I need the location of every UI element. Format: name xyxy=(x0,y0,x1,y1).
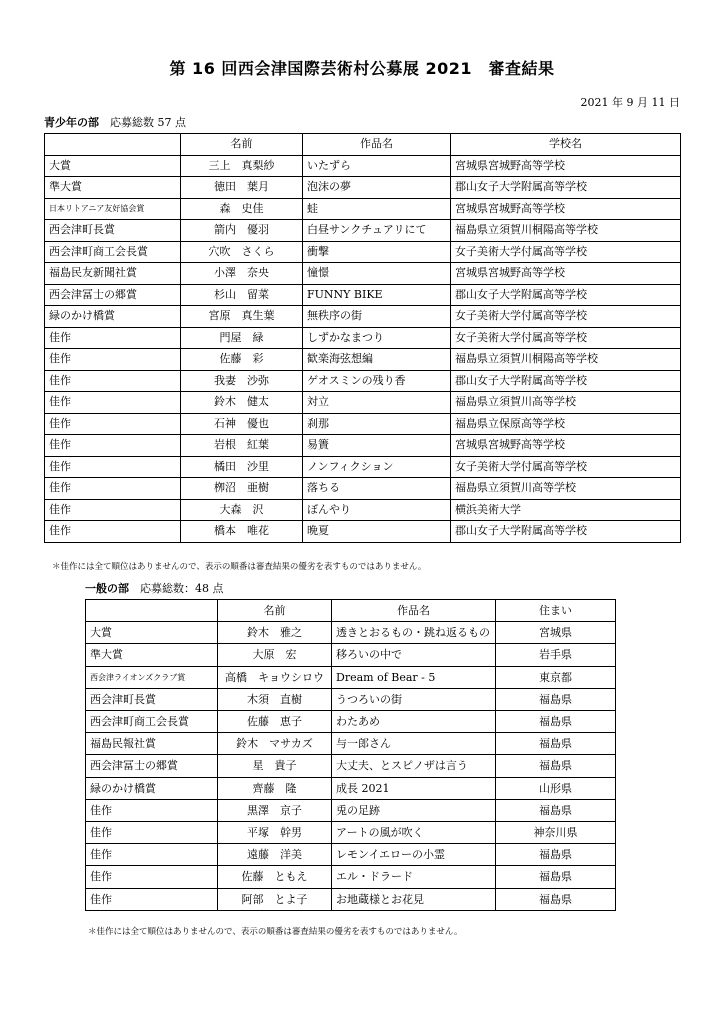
award-cell: 緑のかけ橋賞 xyxy=(86,777,218,799)
location-cell: 郡山女子大学附属高等学校 xyxy=(451,177,681,199)
location-cell: 福島県 xyxy=(496,733,616,755)
table-row xyxy=(45,155,681,177)
title-cell: 歓楽海弦想編 xyxy=(303,349,451,371)
page-title: 第 16 回西会津国際芸術村公募展 2021 審査結果 xyxy=(169,59,555,78)
name-cell: 橋本 唯花 xyxy=(181,521,303,543)
header-cell: 学校名 xyxy=(451,134,681,156)
award-cell: 福島民友新聞社賞 xyxy=(45,263,181,285)
name-cell: 小澤 奈央 xyxy=(181,263,303,285)
title-cell: Dream of Bear - 5 xyxy=(332,666,496,688)
title-cell: お地蔵様とお花見 xyxy=(332,888,496,910)
award-cell: 佳作 xyxy=(86,799,218,821)
name-cell: 星 貴子 xyxy=(218,755,332,777)
table-row xyxy=(45,435,681,457)
name-cell: 穴吹 さくら xyxy=(181,241,303,263)
header-cell xyxy=(86,600,218,622)
title-cell: いたずら xyxy=(303,155,451,177)
youth-note: ＊佳作には全て順位はありませんので、表示の順番は審査結果の優劣を表すものではありません。 xyxy=(52,562,427,572)
award-cell: 福島民報社賞 xyxy=(86,733,218,755)
table-row xyxy=(86,688,616,710)
general-entry-count: 応募総数：48 点 xyxy=(140,582,224,595)
table-row xyxy=(45,220,681,242)
table-row xyxy=(86,755,616,777)
award-cell: 佳作 xyxy=(45,392,181,414)
name-cell: 木須 直樹 xyxy=(218,688,332,710)
table-header-row xyxy=(45,134,681,156)
location-cell: 宮城県宮城野高等学校 xyxy=(451,435,681,457)
title-cell: 衝撃 xyxy=(303,241,451,263)
name-cell: 徳田 葉月 xyxy=(181,177,303,199)
table-row xyxy=(45,392,681,414)
title-cell: 泡沫の夢 xyxy=(303,177,451,199)
table-row xyxy=(86,622,616,644)
location-cell: 福島県立須賀川高等学校 xyxy=(451,392,681,414)
name-cell: 平塚 幹男 xyxy=(218,822,332,844)
location-cell: 岩手県 xyxy=(496,644,616,666)
location-cell: 福島県 xyxy=(496,866,616,888)
award-cell: 佳作 xyxy=(45,349,181,371)
award-cell: 日本リトアニア友好協会賞 xyxy=(45,198,181,220)
title-cell: 憧憬 xyxy=(303,263,451,285)
location-cell: 宮城県宮城野高等学校 xyxy=(451,155,681,177)
header-cell: 作品名 xyxy=(303,134,451,156)
title-cell: アートの風が吹く xyxy=(332,822,496,844)
table-row xyxy=(86,666,616,688)
award-cell: 緑のかけ橋賞 xyxy=(45,306,181,328)
title-cell: 兎の足跡 xyxy=(332,799,496,821)
location-cell: 宮城県宮城野高等学校 xyxy=(451,263,681,285)
location-cell: 郡山女子大学附属高等学校 xyxy=(451,521,681,543)
location-cell: 福島県立須賀川桐陽高等学校 xyxy=(451,349,681,371)
award-cell: 西会津町商工会長賞 xyxy=(45,241,181,263)
location-cell: 宮城県 xyxy=(496,622,616,644)
name-cell: 高橋 キョウシロウ xyxy=(218,666,332,688)
general-results-table xyxy=(85,599,616,911)
award-cell: 準大賞 xyxy=(45,177,181,199)
table-row xyxy=(86,733,616,755)
name-cell: 黒澤 京子 xyxy=(218,799,332,821)
table-row xyxy=(45,241,681,263)
name-cell: 栁沼 亜樹 xyxy=(181,478,303,500)
header-cell: 作品名 xyxy=(332,600,496,622)
name-cell: 阿部 とよ子 xyxy=(218,888,332,910)
location-cell: 神奈川県 xyxy=(496,822,616,844)
table-header-row xyxy=(86,600,616,622)
location-cell: 宮城県宮城野高等学校 xyxy=(451,198,681,220)
title-cell: 白昼サンクチュアリにて xyxy=(303,220,451,242)
name-cell: 大森 沢 xyxy=(181,499,303,521)
table-row xyxy=(45,198,681,220)
title-cell: FUNNY BIKE xyxy=(303,284,451,306)
award-cell: 西会津冨士の郷賞 xyxy=(45,284,181,306)
award-cell: 佳作 xyxy=(45,478,181,500)
award-cell: 佳作 xyxy=(86,888,218,910)
location-cell: 福島県立須賀川桐陽高等学校 xyxy=(451,220,681,242)
name-cell: 佐藤 恵子 xyxy=(218,711,332,733)
award-cell: 佳作 xyxy=(86,822,218,844)
title-cell: 移ろいの中で xyxy=(332,644,496,666)
location-cell: 福島県 xyxy=(496,799,616,821)
title-cell: 対立 xyxy=(303,392,451,414)
name-cell: 森 史佳 xyxy=(181,198,303,220)
location-cell: 女子美術大学付属高等学校 xyxy=(451,241,681,263)
title-cell: ゲオスミンの残り香 xyxy=(303,370,451,392)
title-cell: 落ちる xyxy=(303,478,451,500)
name-cell: 箭内 優羽 xyxy=(181,220,303,242)
name-cell: 岩根 紅葉 xyxy=(181,435,303,457)
name-cell: 鈴木 雅之 xyxy=(218,622,332,644)
table-row xyxy=(86,777,616,799)
table-row xyxy=(45,521,681,543)
location-cell: 福島県 xyxy=(496,755,616,777)
location-cell: 福島県 xyxy=(496,844,616,866)
title-cell: 蛙 xyxy=(303,198,451,220)
table-row xyxy=(45,284,681,306)
award-cell: 西会津冨士の郷賞 xyxy=(86,755,218,777)
title-cell: ぼんやり xyxy=(303,499,451,521)
name-cell: 門屋 緑 xyxy=(181,327,303,349)
location-cell: 山形県 xyxy=(496,777,616,799)
header-cell: 名前 xyxy=(181,134,303,156)
title-cell: 与一郎さん xyxy=(332,733,496,755)
title-cell: うつろいの街 xyxy=(332,688,496,710)
award-cell: 佳作 xyxy=(45,521,181,543)
general-section-heading xyxy=(85,580,224,596)
location-cell: 東京都 xyxy=(496,666,616,688)
title-cell: 無秩序の街 xyxy=(303,306,451,328)
award-cell: 西会津町商工会長賞 xyxy=(86,711,218,733)
location-cell: 女子美術大学付属高等学校 xyxy=(451,306,681,328)
title-cell: エル・ドラード xyxy=(332,866,496,888)
name-cell: 杉山 留菜 xyxy=(181,284,303,306)
location-cell: 郡山女子大学附属高等学校 xyxy=(451,284,681,306)
table-row xyxy=(45,263,681,285)
award-cell: 大賞 xyxy=(86,622,218,644)
table-row xyxy=(86,711,616,733)
table-row xyxy=(86,888,616,910)
location-cell: 女子美術大学付属高等学校 xyxy=(451,456,681,478)
location-cell: 女子美術大学付属高等学校 xyxy=(451,327,681,349)
title-cell: 晩夏 xyxy=(303,521,451,543)
title-cell: レモンイエローの小霊 xyxy=(332,844,496,866)
header-cell: 名前 xyxy=(218,600,332,622)
name-cell: 齊藤 隆 xyxy=(218,777,332,799)
location-cell: 福島県 xyxy=(496,711,616,733)
name-cell: 橘田 沙里 xyxy=(181,456,303,478)
general-note: ＊佳作には全て順位はありませんので、表示の順番は審査結果の優劣を表すものではありません。 xyxy=(88,927,463,937)
table-row xyxy=(45,177,681,199)
date: 2021 年 9 月 11 日 xyxy=(580,96,680,109)
table-row xyxy=(86,822,616,844)
name-cell: 鈴木 マサカズ xyxy=(218,733,332,755)
title-cell: ノンフィクション xyxy=(303,456,451,478)
table-row xyxy=(86,799,616,821)
table-row xyxy=(86,844,616,866)
award-cell: 西会津ライオンズクラブ賞 xyxy=(86,666,218,688)
name-cell: 我妻 沙弥 xyxy=(181,370,303,392)
name-cell: 鈴木 健太 xyxy=(181,392,303,414)
table-row xyxy=(45,413,681,435)
table-row xyxy=(45,306,681,328)
title-cell: 大丈夫、とスピノザは言う xyxy=(332,755,496,777)
location-cell: 福島県立須賀川高等学校 xyxy=(451,478,681,500)
award-cell: 佳作 xyxy=(45,327,181,349)
location-cell: 福島県 xyxy=(496,688,616,710)
award-cell: 佳作 xyxy=(45,370,181,392)
award-cell: 佳作 xyxy=(45,413,181,435)
title-cell: 成長 2021 xyxy=(332,777,496,799)
title-cell: しずかなまつり xyxy=(303,327,451,349)
title-cell: 刹那 xyxy=(303,413,451,435)
location-cell: 福島県 xyxy=(496,888,616,910)
location-cell: 郡山女子大学附属高等学校 xyxy=(451,370,681,392)
title-cell: 透きとおるもの・跳ね返るもの xyxy=(332,622,496,644)
table-row xyxy=(45,370,681,392)
name-cell: 佐藤 ともえ xyxy=(218,866,332,888)
name-cell: 遠藤 洋美 xyxy=(218,844,332,866)
youth-entry-count: 応募総数 57 点 xyxy=(110,116,186,129)
general-section-label: 一般の部 xyxy=(85,582,129,595)
name-cell: 石神 優也 xyxy=(181,413,303,435)
youth-section-heading xyxy=(44,114,186,130)
table-row xyxy=(45,499,681,521)
award-cell: 佳作 xyxy=(86,866,218,888)
award-cell: 佳作 xyxy=(45,435,181,457)
location-cell: 福島県立保原高等学校 xyxy=(451,413,681,435)
youth-section-label: 青少年の部 xyxy=(44,116,99,129)
table-row xyxy=(45,327,681,349)
award-cell: 佳作 xyxy=(45,456,181,478)
name-cell: 大原 宏 xyxy=(218,644,332,666)
award-cell: 西会津町長賞 xyxy=(86,688,218,710)
youth-results-table xyxy=(44,133,681,543)
name-cell: 宮原 真生葉 xyxy=(181,306,303,328)
award-cell: 大賞 xyxy=(45,155,181,177)
table-row xyxy=(45,478,681,500)
table-row xyxy=(86,644,616,666)
name-cell: 佐藤 彩 xyxy=(181,349,303,371)
award-cell: 佳作 xyxy=(45,499,181,521)
header-cell xyxy=(45,134,181,156)
table-row xyxy=(45,349,681,371)
location-cell: 横浜美術大学 xyxy=(451,499,681,521)
table-row xyxy=(86,866,616,888)
award-cell: 佳作 xyxy=(86,844,218,866)
award-cell: 準大賞 xyxy=(86,644,218,666)
name-cell: 三上 真梨紗 xyxy=(181,155,303,177)
table-row xyxy=(45,456,681,478)
award-cell: 西会津町長賞 xyxy=(45,220,181,242)
title-cell: わたあめ xyxy=(332,711,496,733)
header-cell: 住まい xyxy=(496,600,616,622)
title-cell: 易簀 xyxy=(303,435,451,457)
